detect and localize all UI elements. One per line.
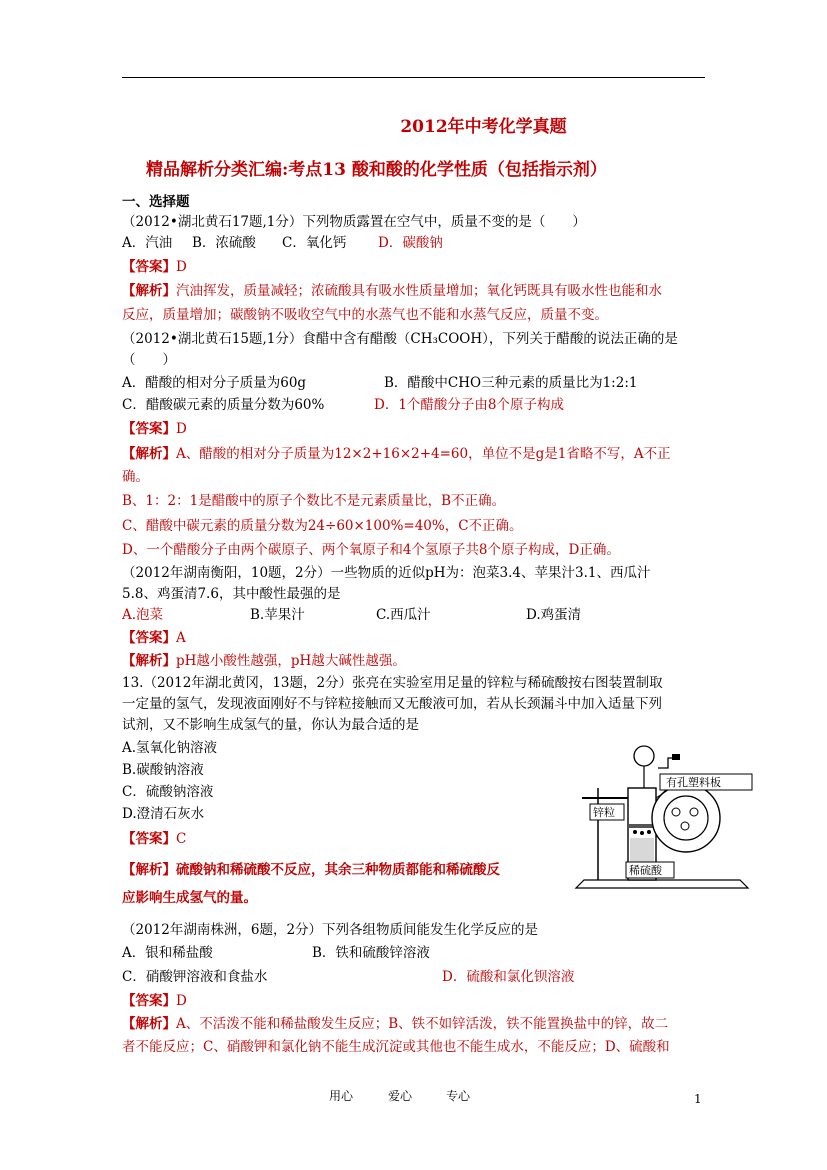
q2-option-b: B．醋酸中CHO三种元素的质量比为1:2:1	[384, 375, 638, 391]
q3-option-d: D.鸡蛋清	[526, 607, 582, 623]
answer-value: A	[176, 630, 186, 646]
page-subtitle: 精品解析分类汇编:考点13 酸和酸的化学性质（包括指示剂）	[146, 160, 607, 180]
q5-options-row2	[122, 967, 575, 988]
answer-tag: 【答案】	[122, 421, 176, 437]
q3-option-a: A.泡菜	[122, 607, 164, 623]
analysis-text: A、不活泼不能和稀盐酸发生反应；B、铁不如锌活泼，铁不能置换盐中的锌，故二	[176, 1016, 669, 1032]
q5-options-row1	[122, 943, 430, 964]
apparatus-figure	[568, 728, 768, 900]
q4-stem-3: 试剂，又不影响生成氢气的量，你认为最合适的是	[122, 717, 419, 733]
analysis-tag: 【解析】	[122, 862, 176, 878]
analysis-text: 汽油挥发，质量减轻；浓硫酸具有吸水性质量增加；氧化钙既具有吸水性也能和水	[176, 283, 662, 299]
q1-stem: （2012•湖北黄石17题,1分）下列物质露置在空气中，质量不变的是（ ）	[122, 214, 586, 230]
q2-option-c: C．醋酸碳元素的质量分数为60%	[122, 397, 325, 413]
q4-option-d: D.澄清石灰水	[122, 806, 205, 822]
q5-option-c: C．硝酸钾溶液和食盐水	[122, 969, 268, 985]
q3-options	[122, 605, 582, 626]
q1-option-a: A．汽油	[122, 235, 173, 251]
hydrogen-apparatus-diagram	[568, 728, 768, 900]
q1-option-b: B．浓硫酸	[192, 235, 256, 251]
q2-option-d: D．1个醋酸分子由8个原子构成	[374, 397, 565, 413]
q4-analysis-1	[122, 860, 500, 881]
analysis-tag: 【解析】	[122, 653, 176, 669]
q4-stem-1: 13.（2012年湖北黄冈，13题，2分）张亮在实验室用足量的锌粒与稀硫酸按右图装置制取	[122, 675, 663, 691]
footer-right: 专心	[446, 1089, 471, 1103]
footer-left: 用心	[329, 1089, 354, 1103]
analysis-text: A、醋酸的相对分子质量为12×2+16×2+4=60，单位不是g是1省略不写，A不正	[176, 446, 671, 462]
q2-analysis-4: C、醋酸中碳元素的质量分数为24÷60×100%=40%，C不正确。	[122, 518, 523, 534]
answer-tag: 【答案】	[122, 630, 176, 646]
analysis-text: pH越小酸性越强，pH越大碱性越强。	[176, 653, 406, 669]
q4-option-b: B.碳酸钠溶液	[122, 762, 204, 778]
answer-value: D	[176, 993, 187, 1009]
q2-options-row2	[122, 395, 565, 416]
header-rule	[122, 77, 705, 78]
fig-label-acid: 稀硫酸	[629, 864, 662, 877]
q3-stem-2: 5.8、鸡蛋清7.6，其中酸性最强的是	[122, 586, 341, 602]
q5-stem: （2012年湖南株洲，6题，2分）下列各组物质间能发生化学反应的是	[122, 922, 539, 938]
q1-option-c: C．氧化钙	[282, 235, 347, 251]
fig-label-zinc: 锌粒	[593, 806, 615, 819]
q2-stem-1: （2012•湖北黄石15题,1分）食醋中含有醋酸（CH₃COOH），下列关于醋酸的说法正确的是	[122, 331, 678, 347]
q1-analysis-1	[122, 281, 662, 302]
q2-analysis-1	[122, 444, 671, 465]
q4-analysis-2: 应影响生成氢气的量。	[122, 890, 257, 906]
q5-option-b: B．铁和硫酸锌溶液	[312, 945, 430, 961]
q2-answer	[122, 419, 187, 440]
analysis-tag: 【解析】	[122, 446, 176, 462]
q3-answer	[122, 628, 186, 649]
q2-options-row1	[122, 373, 638, 394]
q5-option-d: D．硫酸和氯化钡溶液	[442, 969, 575, 985]
q5-analysis-2: 者不能反应；C、硝酸钾和氯化钠不能生成沉淀或其他也不能生成水，不能反应；D、硫酸和	[122, 1039, 670, 1055]
q1-option-d: D．碳酸钠	[378, 235, 443, 251]
q1-analysis-2: 反应，质量增加；碳酸钠不吸收空气中的水蒸气也不能和水蒸气反应，质量不变。	[122, 307, 608, 323]
fig-label-plate: 有孔塑料板	[666, 776, 721, 789]
answer-value: D	[176, 259, 187, 275]
analysis-tag: 【解析】	[122, 1016, 176, 1032]
footer-mid: 爱心	[388, 1089, 413, 1103]
q4-option-c: C．硫酸钠溶液	[122, 784, 214, 800]
answer-tag: 【答案】	[122, 259, 176, 275]
q3-stem-1: （2012年湖南衡阳，10题，2分）一些物质的近似pH为：泡菜3.4、苹果汁3.1、西瓜汁	[122, 565, 651, 581]
answer-value: D	[176, 421, 187, 437]
q3-analysis-1	[122, 651, 406, 672]
section-heading: 一、选择题	[122, 194, 190, 210]
q4-stem-2: 一定量的氢气，发现液面刚好不与锌粒接触而又无酸液可加，若从长颈漏斗中加入适量下列	[122, 696, 662, 712]
answer-value: C	[176, 831, 187, 847]
answer-tag: 【答案】	[122, 831, 176, 847]
q5-analysis-1	[122, 1014, 668, 1035]
page-title: 2012年中考化学真题	[400, 117, 567, 137]
q2-analysis-2: 确。	[122, 469, 149, 485]
analysis-tag: 【解析】	[122, 283, 176, 299]
q2-analysis-5: D、一个醋酸分子由两个碳原子、两个氧原子和4个氢原子共8个原子构成，D正确。	[122, 542, 620, 558]
q2-analysis-3: B、1：2：1是醋酸中的原子个数比不是元素质量比，B不正确。	[122, 493, 506, 509]
q5-option-a: A．银和稀盐酸	[122, 945, 213, 961]
analysis-text: 硫酸钠和稀硫酸不反应，其余三种物质都能和稀硫酸反	[176, 862, 500, 878]
q2-stem-2: （ ）	[122, 352, 176, 368]
q3-option-c: C.西瓜汁	[376, 607, 431, 623]
q1-answer	[122, 257, 187, 278]
q4-option-a: A.氢氧化钠溶液	[122, 740, 218, 756]
page-number: 1	[694, 1092, 702, 1106]
q2-option-a: A．醋酸的相对分子质量为60g	[122, 375, 307, 391]
q1-options	[122, 233, 443, 254]
answer-tag: 【答案】	[122, 993, 176, 1009]
q5-answer	[122, 991, 187, 1012]
q4-answer	[122, 829, 186, 850]
q3-option-b: B.苹果汁	[250, 607, 305, 623]
